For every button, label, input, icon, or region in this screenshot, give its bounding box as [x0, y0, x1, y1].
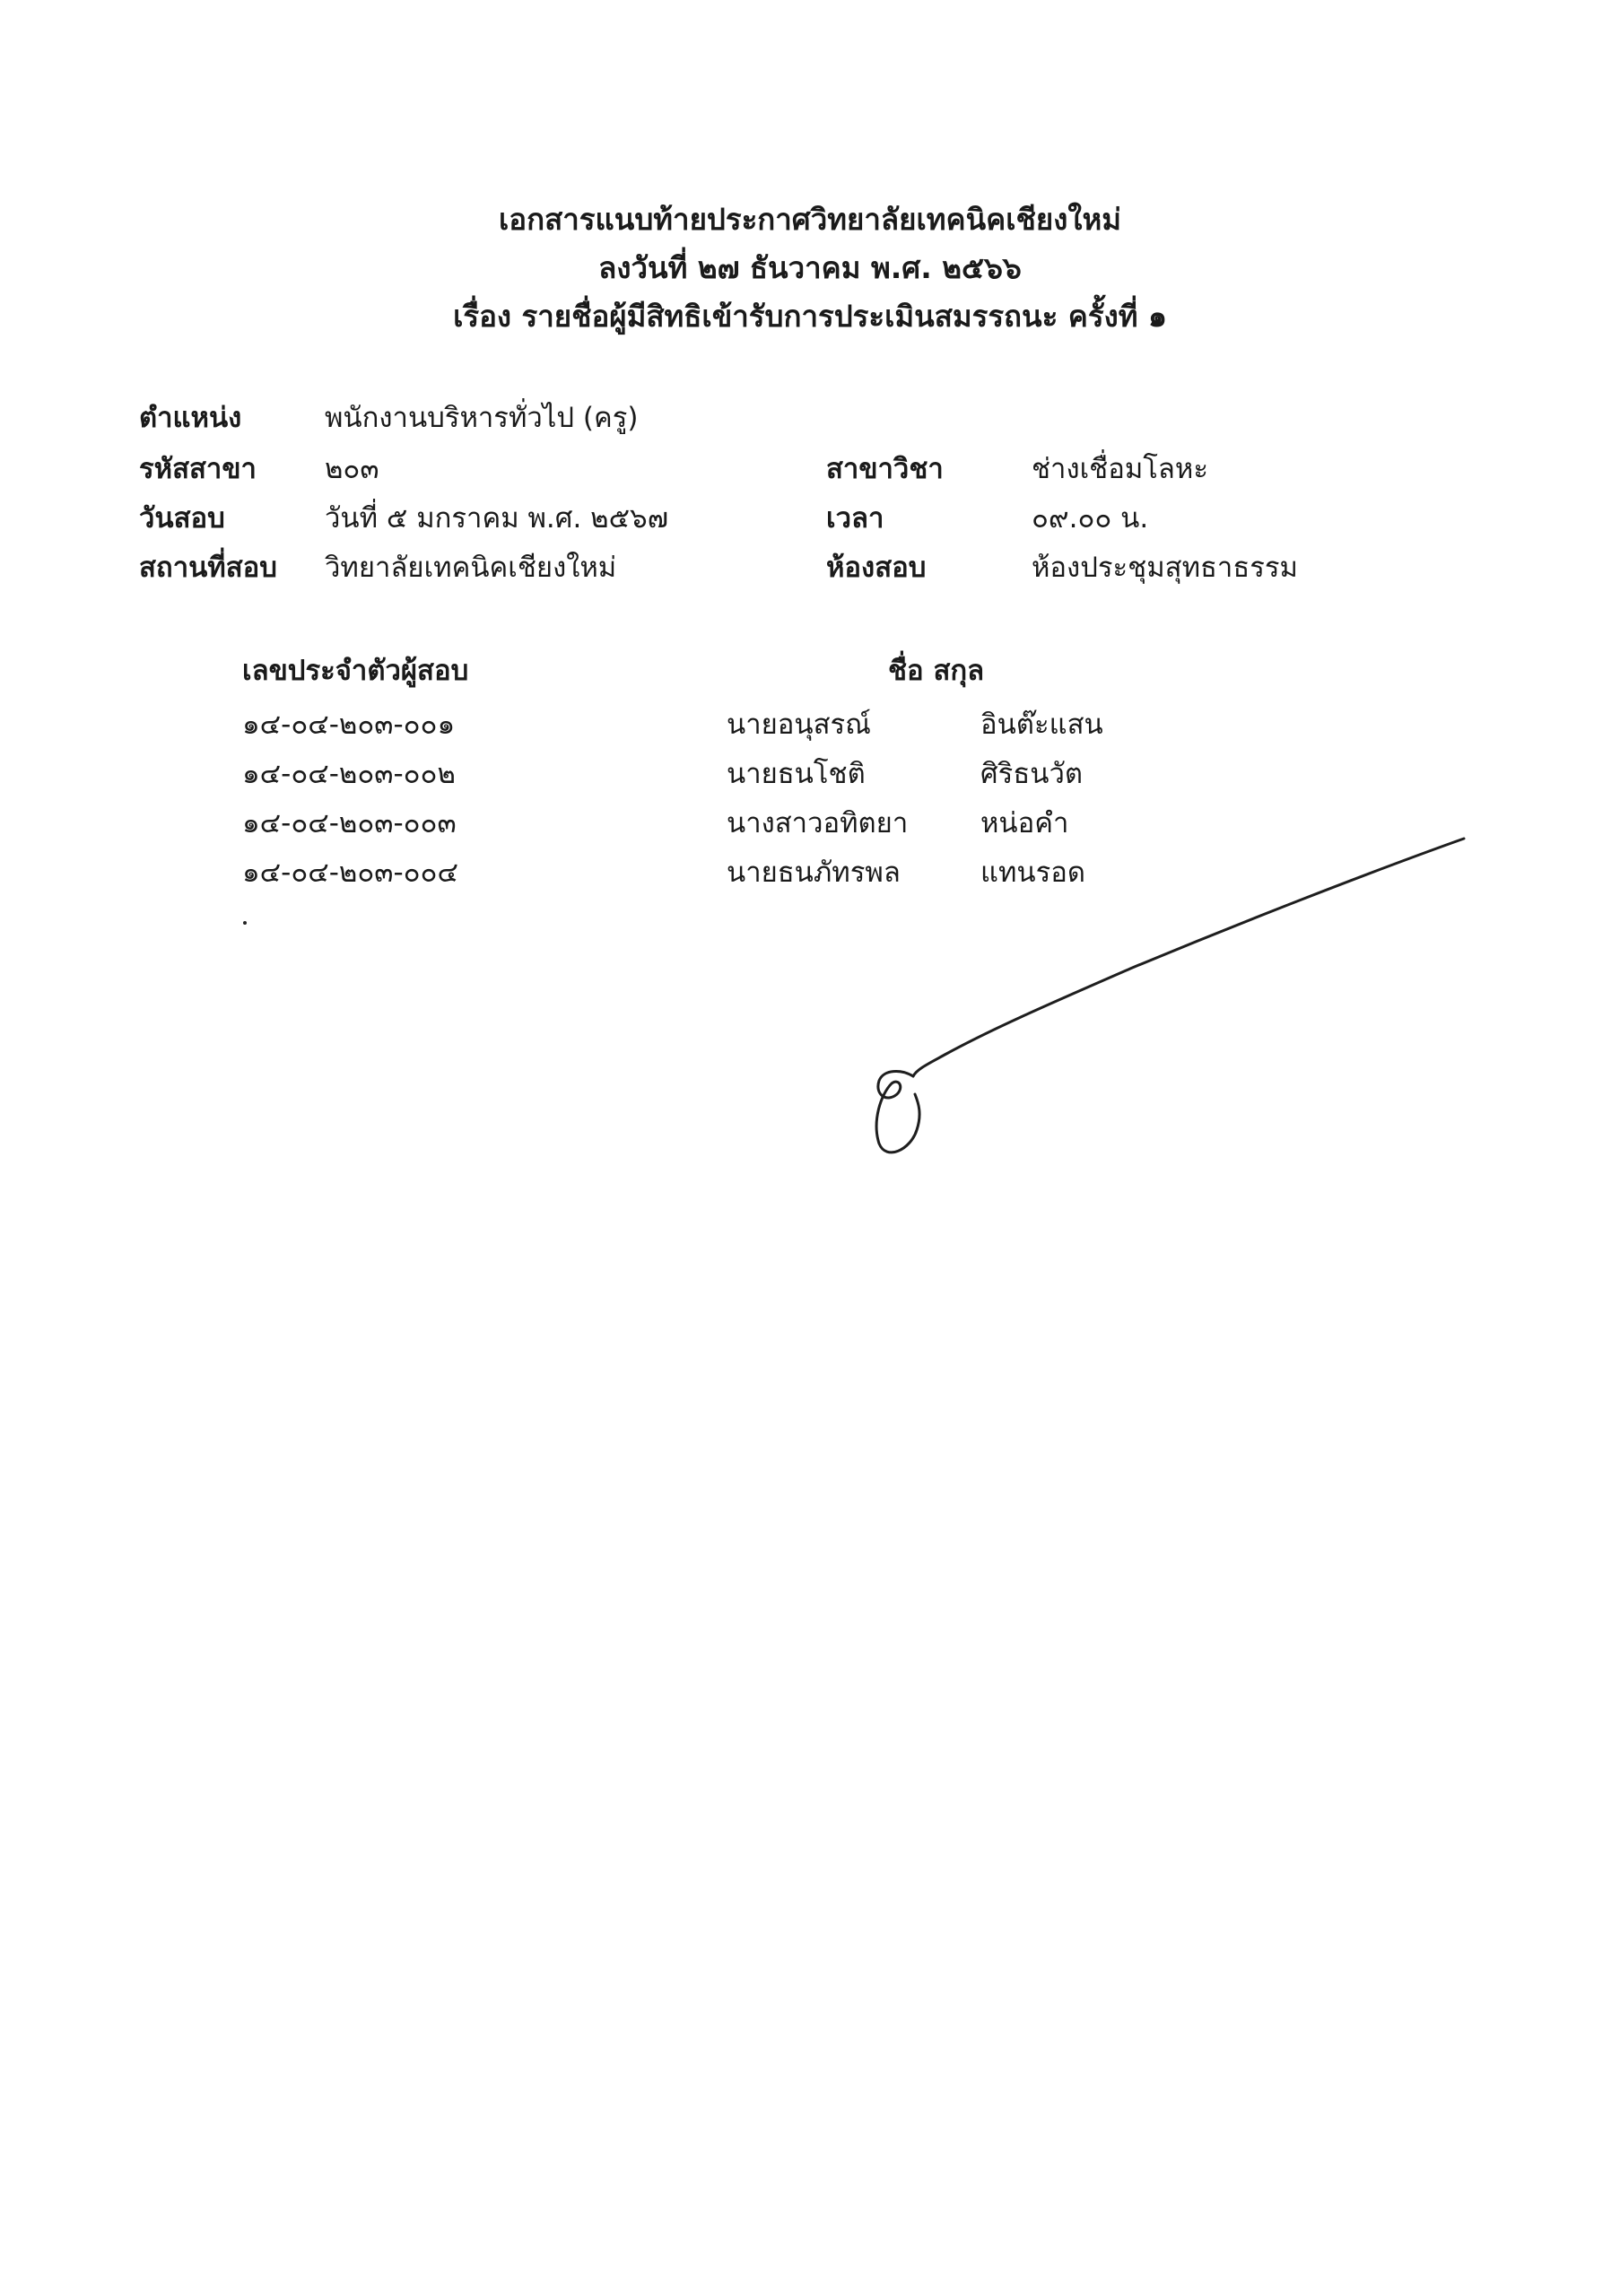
position-value: พนักงานบริหารทั่วไป (ครู): [325, 402, 639, 434]
exam-date-label: วันสอบ: [139, 502, 225, 535]
header-date: ลงวันที่ ๒๗ ธันวาคม พ.ศ. ๒๕๖๖: [598, 250, 1022, 285]
candidate-first-name: นายอนุสรณ์: [727, 709, 871, 741]
stray-dot-mark: [243, 921, 247, 925]
subject-label: สาขาวิชา: [826, 453, 944, 485]
time-value: ๐๙.๐๐ น.: [1032, 502, 1149, 535]
room-value: ห้องประชุมสุทธาธรรม: [1032, 552, 1298, 584]
venue-label: สถานที่สอบ: [139, 552, 277, 584]
time-label: เวลา: [826, 502, 884, 535]
venue-value: วิทยาลัยเทคนิคเชียงใหม่: [325, 552, 617, 584]
candidate-id: ๑๔-๐๔-๒๐๓-๐๐๒: [242, 758, 456, 790]
handwritten-signature: [861, 834, 1489, 1166]
branch-code-value: ๒๐๓: [325, 453, 379, 485]
candidate-last-name: แทนรอด: [980, 857, 1086, 889]
branch-code-label: รหัสสาขา: [139, 453, 257, 485]
subject-value: ช่างเชื่อมโลหะ: [1032, 453, 1209, 485]
column-header-id: เลขประจำตัวผู้สอบ: [242, 655, 469, 687]
candidate-last-name: อินต๊ะแสน: [980, 709, 1103, 741]
header-subject: เรื่อง รายชื่อผู้มีสิทธิเข้ารับการประเมินสมรรถนะ ครั้งที่ ๑: [453, 299, 1167, 334]
candidate-id: ๑๔-๐๔-๒๐๓-๐๐๔: [242, 857, 458, 889]
candidate-id: ๑๔-๐๔-๒๐๓-๐๐๓: [242, 807, 457, 839]
candidate-last-name: หน่อคำ: [980, 807, 1069, 839]
document-header: [0, 196, 1620, 341]
exam-date-value: วันที่ ๕ มกราคม พ.ศ. ๒๕๖๗: [325, 502, 669, 535]
candidate-first-name: นายธนโชติ: [727, 758, 866, 790]
candidate-first-name: นายธนภัทรพล: [727, 857, 901, 889]
header-title: เอกสารแนบท้ายประกาศวิทยาลัยเทคนิคเชียงใหม่: [499, 202, 1121, 237]
candidate-last-name: ศิริธนวัต: [980, 758, 1083, 790]
candidate-first-name: นางสาวอทิตยา: [727, 807, 909, 839]
position-label: ตำแหน่ง: [139, 402, 242, 434]
column-header-name: ชื่อ สกุล: [888, 655, 985, 687]
room-label: ห้องสอบ: [826, 552, 927, 584]
candidate-id: ๑๔-๐๔-๒๐๓-๐๐๑: [242, 709, 456, 741]
